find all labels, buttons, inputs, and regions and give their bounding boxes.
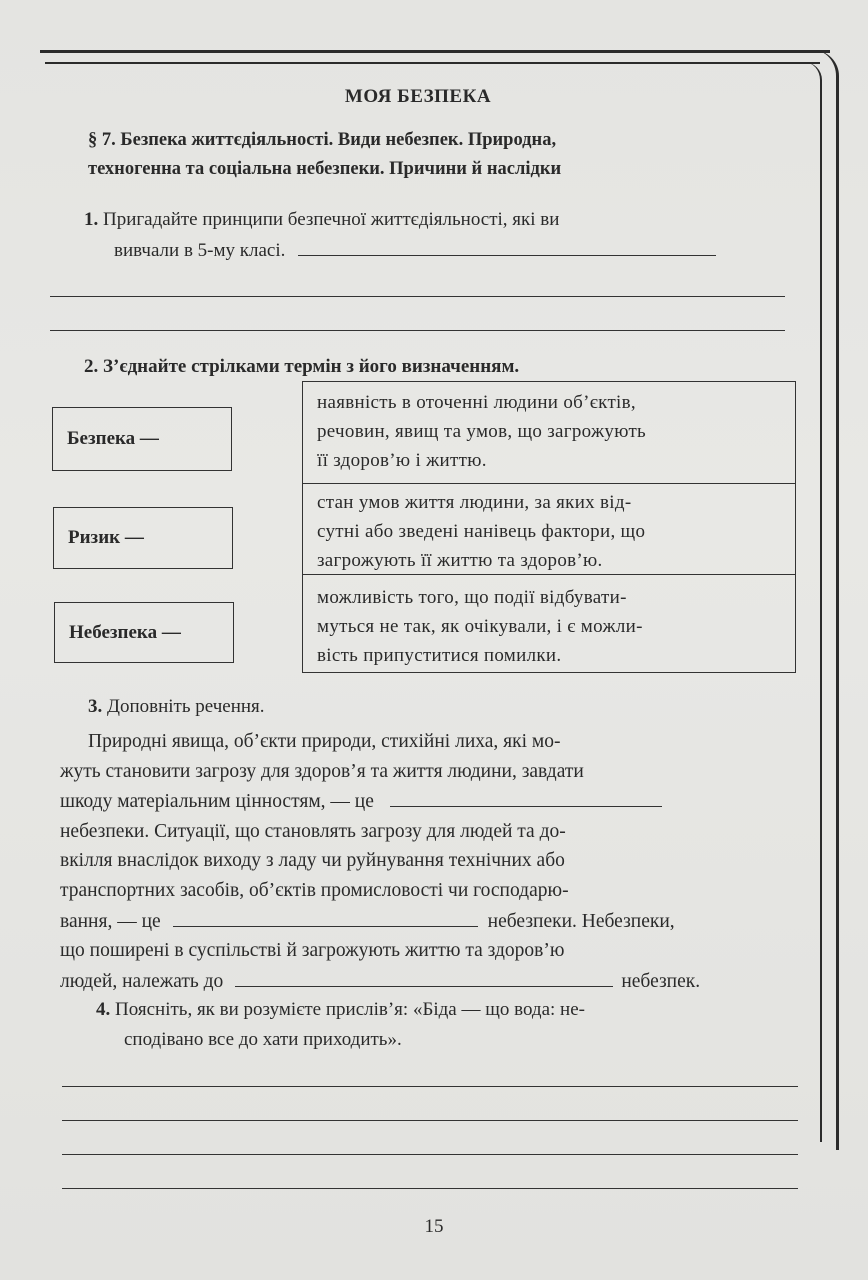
answer-line[interactable] xyxy=(62,1086,798,1087)
task-3-number: 3. xyxy=(88,696,103,717)
task-3-line: транспортних засобів, об’єктів промисловості чи господарю- xyxy=(60,879,569,901)
task-3-body xyxy=(60,727,800,996)
frame-line-inner xyxy=(45,62,820,64)
definition-2-line: стан умов життя людини, за яких від- xyxy=(317,492,632,513)
answer-line[interactable] xyxy=(50,296,785,297)
term-box-danger[interactable] xyxy=(54,602,234,663)
answer-blank-technogenic[interactable] xyxy=(173,906,478,927)
definition-2-line: загрожують її життю та здоров’ю. xyxy=(317,550,603,571)
task-4 xyxy=(96,995,816,1055)
paragraph-heading-line1: § 7. Безпека життєдіяльності. Види небезпек. Природна, xyxy=(88,130,557,150)
definition-2-line: сутні або зведені нанівець фактори, що xyxy=(317,521,646,542)
task-4-line1: Поясніть, як ви розумієте прислів’я: «Біда — що вода: не- xyxy=(115,999,585,1020)
definition-cell-3[interactable] xyxy=(303,574,795,672)
term-risk: Ризик — xyxy=(68,527,144,548)
task-3-line: вання, — це xyxy=(60,910,161,932)
definition-cell-2[interactable] xyxy=(303,483,795,574)
definition-3-line: муться не так, як очікували, і є можли- xyxy=(317,616,643,637)
term-danger: Небезпека — xyxy=(69,621,181,643)
task-3-line: вкілля внаслідок виходу з ладу чи руйнування технічних або xyxy=(60,850,565,872)
task-3-line: що поширені в суспільстві й загрожують життю та здоров’ю xyxy=(60,940,565,962)
task-3-line: небезпек. xyxy=(621,970,701,992)
task-3-line: людей, належать до xyxy=(60,970,224,992)
answer-line[interactable] xyxy=(62,1120,798,1121)
task-4-line2: сподівано все до хати приходить». xyxy=(124,1029,402,1050)
frame-line-outer xyxy=(40,50,830,53)
task-3-line: Природні явища, об’єкти природи, стихійні лиха, які мо- xyxy=(88,731,561,752)
answer-line[interactable] xyxy=(298,235,716,256)
task-1-number: 1. xyxy=(84,209,99,230)
task-1-line2: вивчали в 5-му класі. xyxy=(114,240,286,261)
task-1 xyxy=(84,205,804,266)
answer-line[interactable] xyxy=(50,330,785,331)
definition-3-line: вість припуститися помилки. xyxy=(317,645,562,666)
answer-blank-natural[interactable] xyxy=(390,786,662,807)
answer-blank-social[interactable] xyxy=(235,966,613,987)
task-3-line: небезпеки. Ситуації, що становлять загрозу для людей та до- xyxy=(60,820,566,842)
answer-line[interactable] xyxy=(62,1188,798,1189)
page-number: 15 xyxy=(424,1216,444,1237)
task-3-line: жуть становити загрозу для здоров’я та життя людини, завдати xyxy=(60,760,584,782)
task-3-text: Доповніть речення. xyxy=(107,696,265,717)
task-1-line1: Пригадайте принципи безпечної життєдіяльності, які ви xyxy=(103,209,560,230)
section-title: МОЯ БЕЗПЕКА xyxy=(344,86,492,107)
answer-line[interactable] xyxy=(62,1154,798,1155)
term-box-risk[interactable] xyxy=(53,507,233,569)
definitions-table xyxy=(302,381,796,673)
term-box-safety[interactable] xyxy=(52,407,232,471)
task-2 xyxy=(84,352,804,382)
task-3-line: небезпеки. Небезпеки, xyxy=(487,910,675,932)
definition-cell-1[interactable] xyxy=(303,382,795,483)
definition-1-line: її здоров’ю і життю. xyxy=(317,450,487,471)
task-2-text: З’єднайте стрілками термін з його визначенням. xyxy=(103,356,520,377)
task-3 xyxy=(88,692,788,722)
term-safety: Безпека — xyxy=(67,428,159,449)
task-3-line: шкоду матеріальним цінностям, — це xyxy=(60,791,374,813)
paragraph-heading-line2: техногенна та соціальна небезпеки. Причини й наслідки xyxy=(88,159,562,179)
paragraph-heading xyxy=(88,126,778,184)
task-4-number: 4. xyxy=(96,999,111,1020)
definition-1-line: наявність в оточенні людини об’єктів, xyxy=(317,392,636,413)
definition-1-line: речовин, явищ та умов, що загрожують xyxy=(317,421,647,442)
task-2-number: 2. xyxy=(84,356,99,377)
definition-3-line: можливість того, що події відбувати- xyxy=(317,587,627,608)
